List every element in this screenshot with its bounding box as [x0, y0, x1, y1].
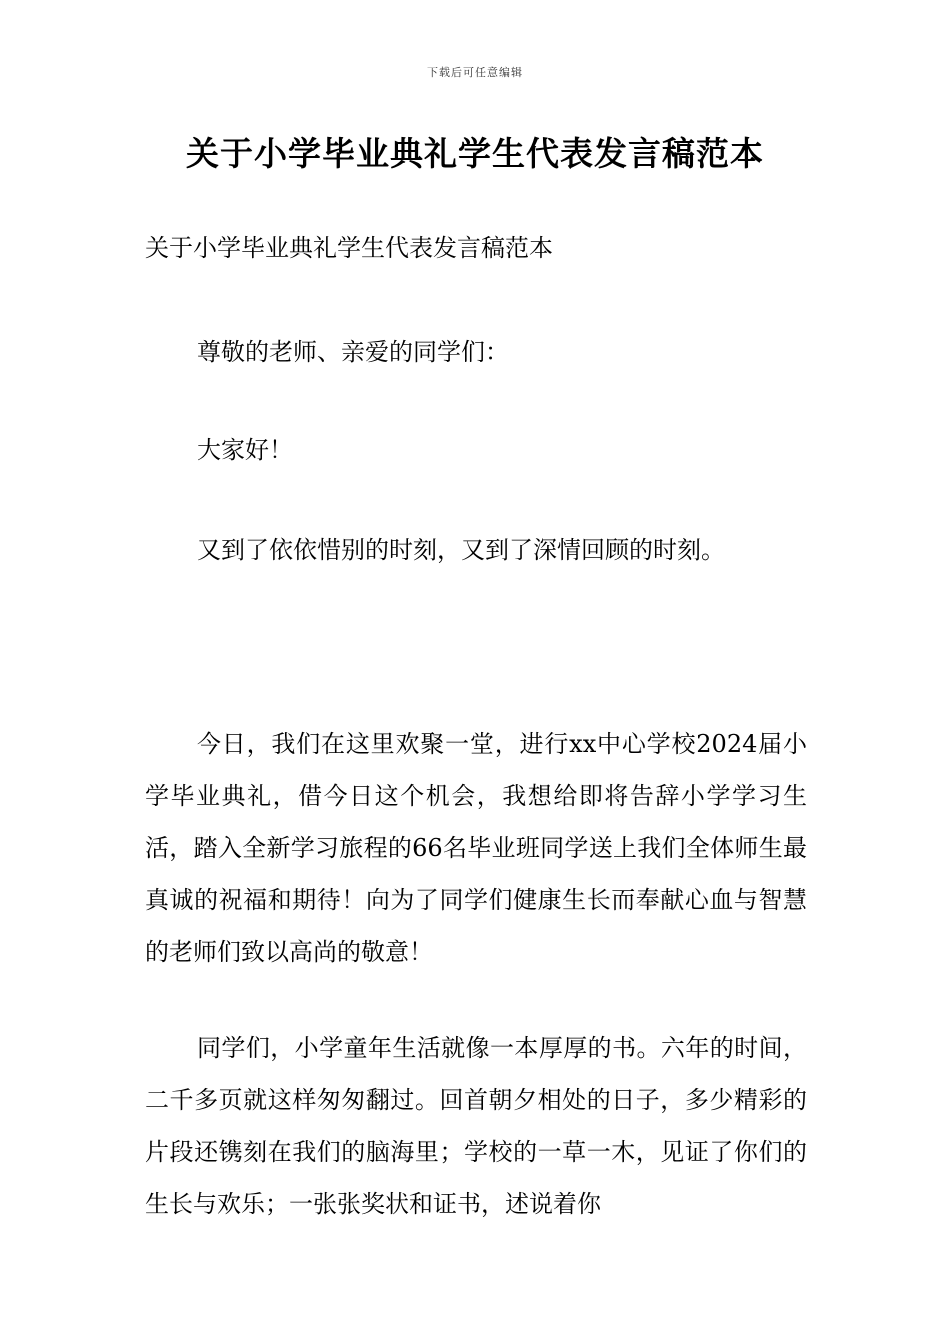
header-note: 下载后可任意编辑	[427, 66, 523, 79]
greeting-paragraph: 大家好！	[197, 436, 293, 464]
document-title: 关于小学毕业典礼学生代表发言稿范本	[186, 134, 764, 173]
body-paragraph-2: 同学们，小学童年生活就像一本厚厚的书。六年的时间，二千多页就这样匆匆翻过。回首朝夕相处的日子，多少精彩的片段还镌刻在我们的脑海里；学校的一草一木，见证了你们的生长与欢乐；一张张奖状和证书，述说着你	[145, 1034, 807, 1218]
body-paragraph-1: 今日，我们在这里欢聚一堂，进行xx中心学校2024届小学毕业典礼，借今日这个机会，我想给即将告辞小学学习生活，踏入全新学习旅程的66名毕业班同学送上我们全体师生最真诚的祝福和期待！向为了同学们健康生长而奉献心血与智慧的老师们致以高尚的敬意！	[145, 730, 807, 966]
salutation-paragraph: 尊敬的老师、亲爱的同学们：	[197, 338, 509, 366]
subtitle-paragraph: 关于小学毕业典礼学生代表发言稿范本	[145, 234, 553, 262]
opening-paragraph: 又到了依依惜别的时刻，又到了深情回顾的时刻。	[197, 536, 725, 564]
